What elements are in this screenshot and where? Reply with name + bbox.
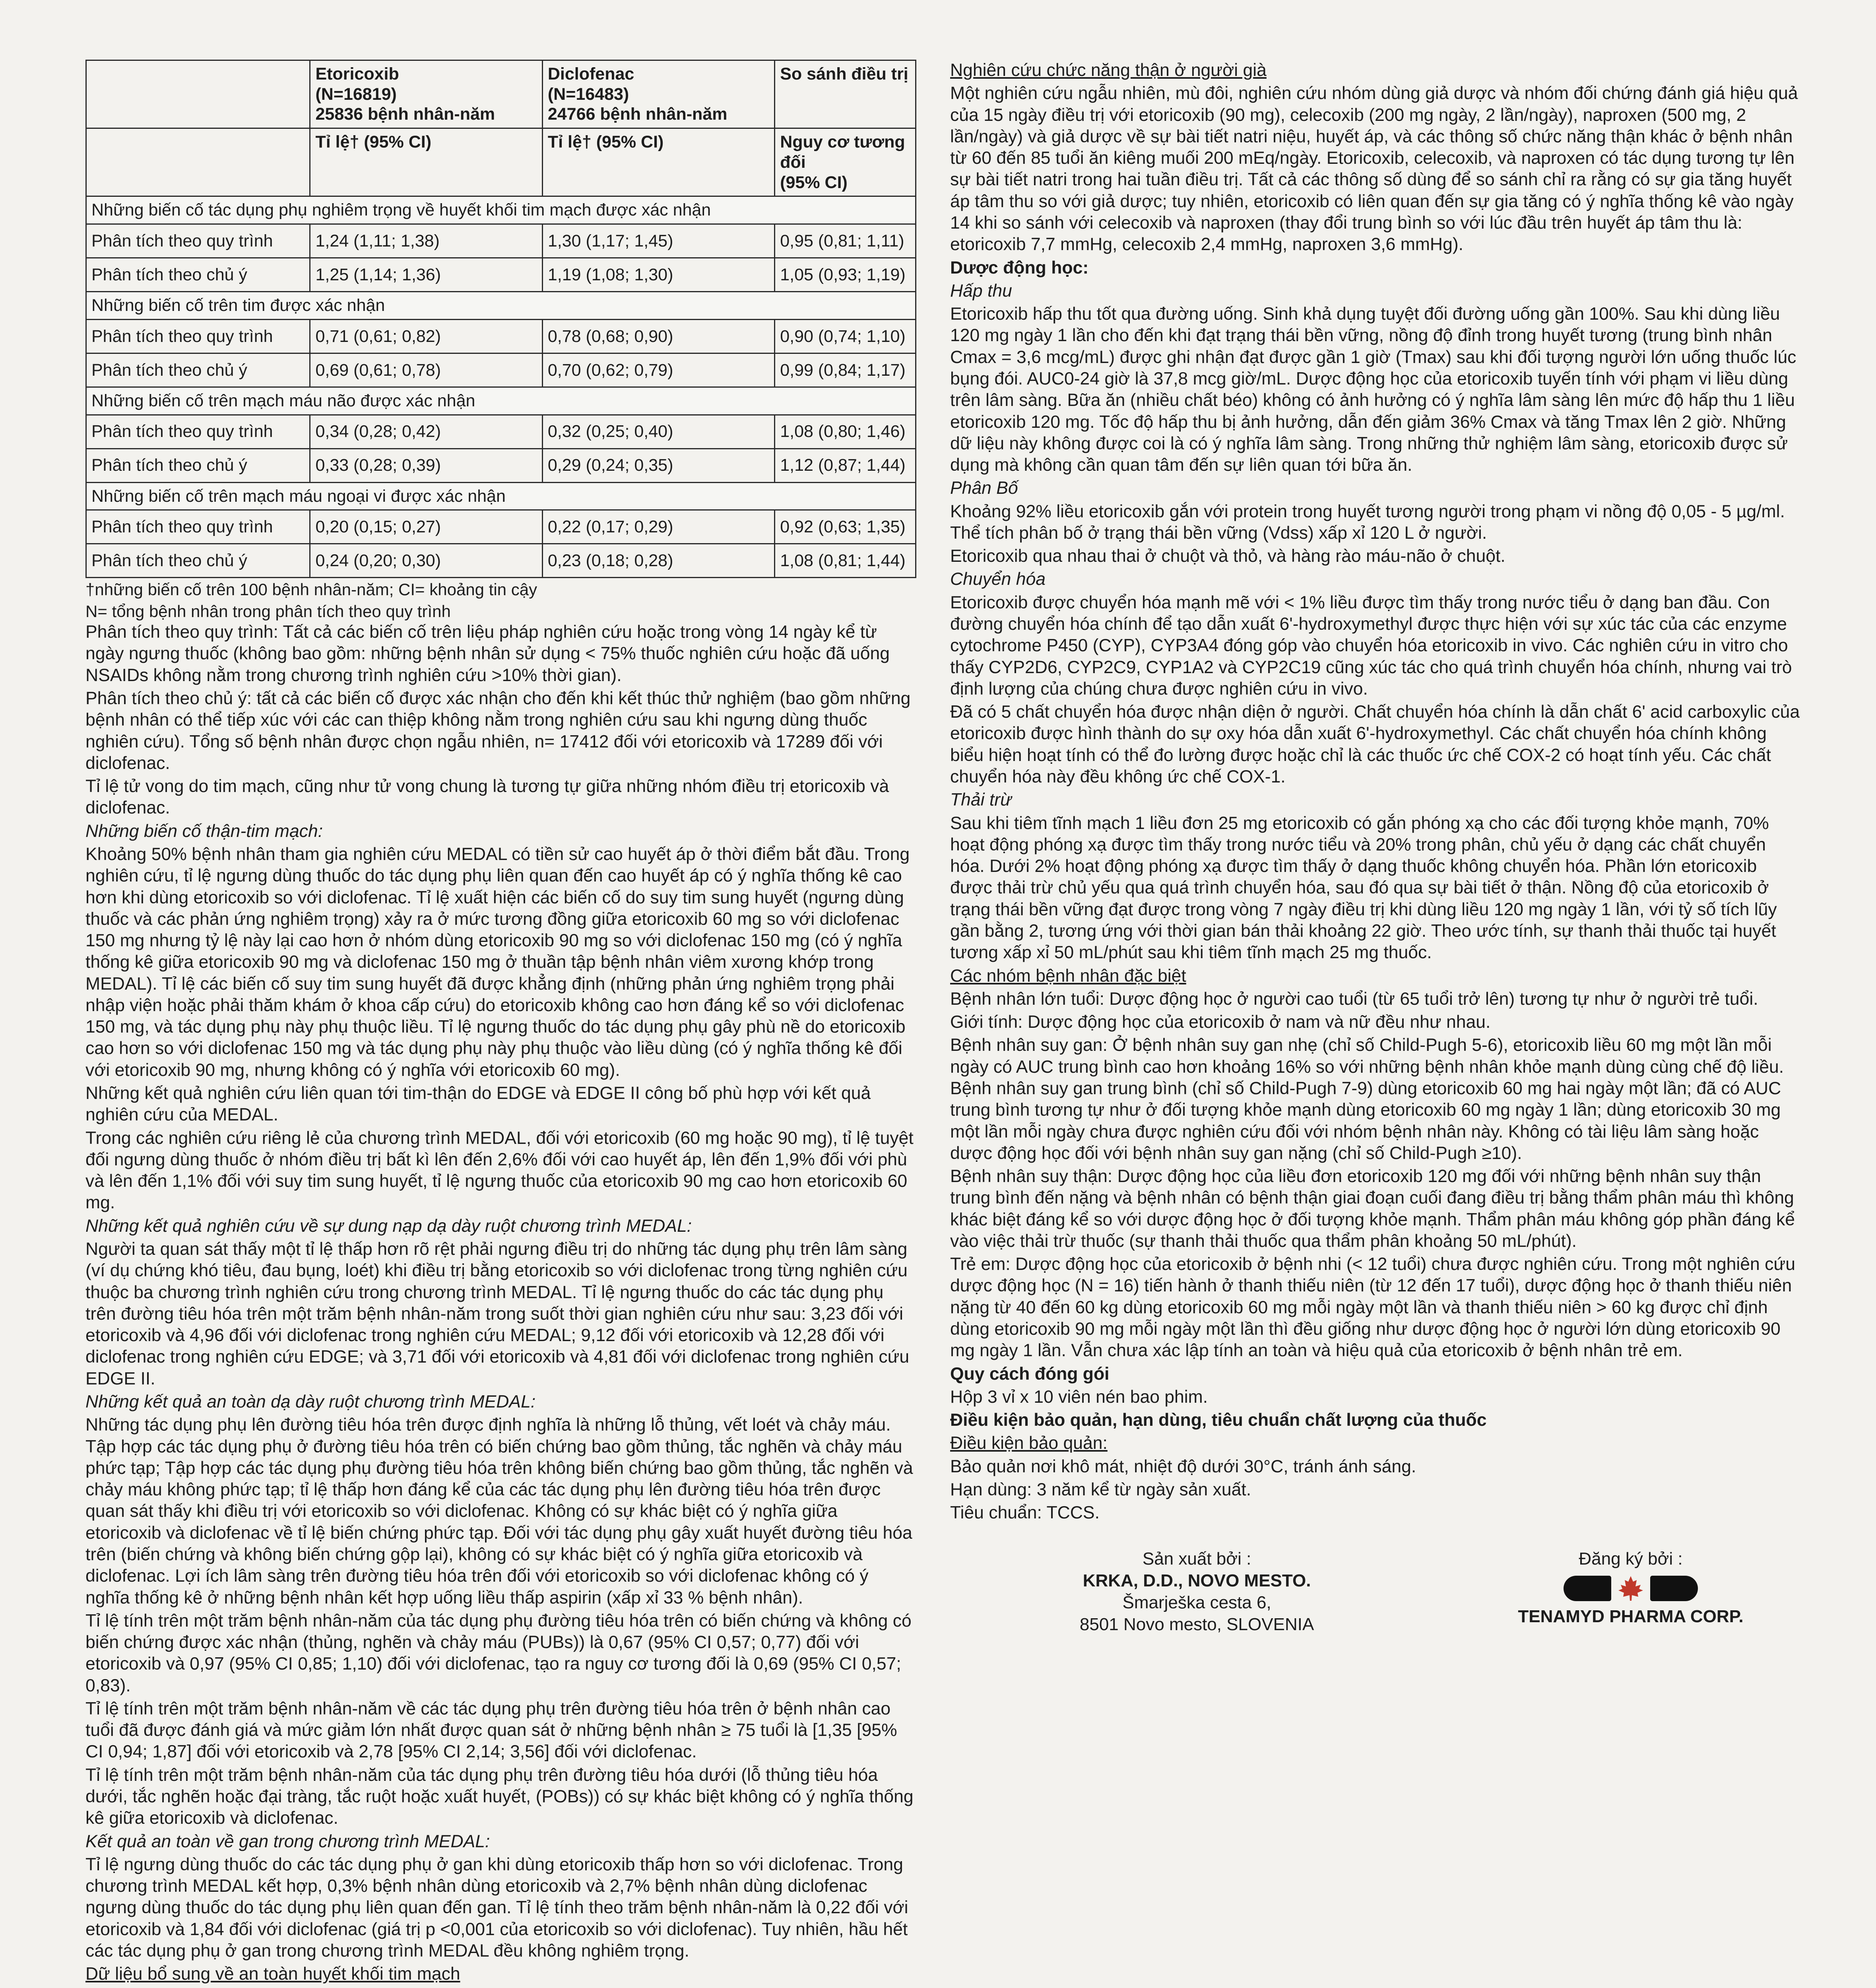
table-data-row <box>86 319 916 353</box>
table-data-row-cell: 1,30 (1,17; 1,45) <box>542 224 774 258</box>
left-paragraph: Tỉ lệ tử vong do tim mạch, cũng như tử vong chung là tương tự giữa những nhóm điều trị etoricoxib và diclofenac. <box>85 777 889 818</box>
left-paragraph: Tỉ lệ tính trên một trăm bệnh nhân-năm của tác dụng phụ đường tiêu hóa trên có biến chứng và không có biến chứng được xác nhận (thủng, nghẽn và chảy máu (PUBs)) là 0,67 (95% CI 0,57; 0,77) đối với etoricoxib và 0,97 (95% CI 0,85; 1,10) đối với diclofenac, tạo ra nguy cơ tương đối là 0,69 (95% CI 0,57; 0,83). <box>85 1611 912 1695</box>
left-paragraph: Người ta quan sát thấy một tỉ lệ thấp hơn rõ rệt phải ngưng điều trị do những tác dụng phụ trên lâm sàng (ví dụ chứng khó tiêu, đau bụng, loét) khi điều trị bằng etoricoxib so với diclofenac trong từng nghiên cứu thuộc ba chương trình nghiên cứu trong chương trình MEDAL. Tỉ lệ ngưng thuốc do các tác dụng phụ trên đường tiêu hóa trên một trăm bệnh nhân-năm trong suốt thời gian nghiên cứu như sau: 3,23 đối với etoricoxib và 4,96 đối với diclofenac trong nghiên cứu MEDAL; 9,12 đối với etoricoxib và 12,28 đối với diclofenac trong nghiên cứu EDGE; và 3,71 đối với etoricoxib và 4,81 đối với diclofenac trong nghiên cứu EDGE II. <box>85 1239 910 1388</box>
table-data-row <box>86 258 916 292</box>
left-paragraph: Những tác dụng phụ lên đường tiêu hóa trên được định nghĩa là những lỗ thủng, vết loét và chảy máu. Tập hợp các tác dụng phụ ở đường tiêu hóa trên có biến chứng bao gồm thủng, tắc nghẽn và chảy máu phức tạp; Tập hợp các tác dụng phụ đường tiêu hóa trên không biến chứng bao gồm thủng, tắc nghẽn và chảy máu không phức tạp; tỉ lệ thấp hơn đáng kể của các tác dụng phụ lên đường tiêu hóa trên được quan sát thấy khi điều trị với etoricoxib so với diclofenac. Không có sự khác biệt có ý nghĩa giữa etoricoxib và diclofenac về tỉ lệ biến chứng phức tạp. Đối với tác dụng phụ gây xuất huyết đường tiêu hóa trên (biến chứng và không biến chứng gộp lại), không có sự khác biệt có ý nghĩa giữa etoricoxib và diclofenac. Lợi ích lâm sàng trên đường tiêu hóa trên đối với etoricoxib so với diclofenac không có ý nghĩa thống kê ở những bệnh nhân kết hợp uống liều thấp aspirin (xấp xỉ 33 % bệnh nhân). <box>85 1415 913 1607</box>
right-paragraph: Thải trừ <box>950 790 1012 810</box>
table-data-row <box>86 544 916 578</box>
left-paragraph: Tỉ lệ tính trên một trăm bệnh nhân-năm của tác dụng phụ trên đường tiêu hóa dưới (lỗ thủng tiêu hóa dưới, tắc nghẽn hoặc đại tràng, tắc ruột hoặc xuất huyết, (POBs)) có sự khác biệt không có ý nghĩa thống kê giữa etoricoxib và diclofenac. <box>85 1765 914 1828</box>
table-data-row-cell: 1,19 (1,08; 1,30) <box>542 258 774 292</box>
table-data-row-cell: 0,70 (0,62; 0,79) <box>542 353 774 387</box>
table-header-row-cell: So sánh điều trị <box>775 60 916 128</box>
table-data-row-cell: Phân tích theo chủ ý <box>86 448 310 482</box>
table-data-row-cell: 1,08 (0,80; 1,46) <box>775 415 916 448</box>
right-paragraph: Hộp 3 vỉ x 10 viên nén bao phim. <box>950 1387 1208 1407</box>
manufacturer-address-2: 8501 Novo mesto, SLOVENIA <box>1079 1614 1314 1634</box>
table-subheader-row-cell <box>86 128 310 196</box>
right-paragraph: Các nhóm bệnh nhân đặc biệt <box>950 966 1186 986</box>
table-header-row-cell: Diclofenac (N=16483) 24766 bệnh nhân-năm <box>542 60 774 128</box>
right-paragraph: Khoảng 92% liều etoricoxib gắn với protein trong huyết tương người trong phạm vi nồng độ 0,05 - 5 µg/ml. Thể tích phân bố ở trạng thái bền vững (Vdss) xấp xỉ 120 L ở người. <box>950 501 1785 543</box>
table-data-row-cell: 0,92 (0,63; 1,35) <box>775 510 916 544</box>
table-data-row <box>86 415 916 448</box>
right-paragraph: Tiêu chuẩn: TCCS. <box>950 1503 1100 1523</box>
left-paragraph: Phân tích theo chủ ý: tất cả các biến cố được xác nhận cho đến khi kết thúc thử nghiệm (bao gồm những bệnh nhân có thể tiếp xúc với các can thiệp không nằm trong nghiên cứu sau khi ngưng dùng thuốc nghiên cứu). Tổng số bệnh nhân được chọn ngẫu nhiên, n= 17412 đối với etoricoxib và 17289 đối với diclofenac. <box>85 688 911 773</box>
logo-right-shape <box>1650 1576 1698 1601</box>
table-data-row-cell: 0,22 (0,17; 0,29) <box>542 510 774 544</box>
table-data-row-cell: 0,90 (0,74; 1,10) <box>775 319 916 353</box>
table-data-row-cell: 0,33 (0,28; 0,39) <box>310 448 542 482</box>
table-section-row <box>86 387 916 415</box>
table-section-row <box>86 482 916 510</box>
table-data-row-cell: 1,08 (0,81; 1,44) <box>775 544 916 578</box>
right-paragraph: Giới tính: Dược động học của etoricoxib ở nam và nữ đều như nhau. <box>950 1012 1491 1032</box>
table-data-row-cell: Phân tích theo quy trình <box>86 319 310 353</box>
left-paragraph: Khoảng 50% bệnh nhân tham gia nghiên cứu MEDAL có tiền sử cao huyết áp ở thời điểm bắt đầu. Trong nghiên cứu, tỉ lệ ngưng dùng thuốc do tác dụng phụ liên quan đến cao huyết áp có ý nghĩa thống kê cao hơn khi dùng etoricoxib so với diclofenac. Tỉ lệ xuất hiện các biến cố do suy tim sung huyết (ngưng dùng thuốc và các phản ứng nghiêm trọng) xảy ra ở mức tương đồng giữa etoricoxib 60 mg so với diclofenac 150 mg nhưng tỷ lệ này lại cao hơn ở nhóm dùng etoricoxib 90 mg so với diclofenac 150 mg (có ý nghĩa thống kê giữa etoricoxib 90 mg và diclofenac 150 mg ở thuần tập bệnh nhân viêm xương khớp trong MEDAL). Tỉ lệ các biến cố suy tim sung huyết đã được khẳng định (những phản ứng nghiêm trọng phải nhập viện hoặc phải thăm khám ở khoa cấp cứu) do etoricoxib không cao hơn đáng kể so với diclofenac 150 mg, và tác dụng phụ này phụ thuộc liều. Tỉ lệ ngưng thuốc do tác dụng phụ gây phù nề do etoricoxib cao hơn so với diclofenac 150 mg và tác dụng phụ này phụ thuộc vào liều dùng (có ý nghĩa thống kê đối với etoricoxib 90 mg, nhưng không có ý nghĩa với etoricoxib 60 mg). <box>85 844 910 1080</box>
table-subheader-row-cell: Tỉ lệ† (95% CI) <box>310 128 542 196</box>
manufacturer-label: Sản xuất bởi : <box>1142 1549 1251 1569</box>
table-data-row-cell: 1,12 (0,87; 1,44) <box>775 448 916 482</box>
table-data-row <box>86 448 916 482</box>
right-paragraph: Trẻ em: Dược động học của etoricoxib ở bệnh nhi (< 12 tuổi) chưa được nghiên cứu. Trong một nghiên cứu dược động học (N = 16) tiến hành ở thanh thiếu niên (từ 12 đến 17 tuổi), dược động học ở thanh thiếu niên nặng từ 40 đến 60 kg dùng etoricoxib 60 mg mỗi ngày một lần và thanh thiếu niên > 60 kg được chỉ định dùng etoricoxib 90 mg mỗi ngày một lần thì đều giống như dược động học ở người lớn dùng etoricoxib 90 mg ngày 1 lần. Vẫn chưa xác lập tính an toàn và hiệu quả của etoricoxib ở bệnh nhân trẻ em. <box>950 1254 1795 1361</box>
table-section-title: Những biến cố trên tim được xác nhận <box>86 292 916 320</box>
table-data-row-cell: 0,71 (0,61; 0,82) <box>310 319 542 353</box>
registrant-name: TENAMYD PHARMA CORP. <box>1518 1606 1744 1626</box>
table-data-row <box>86 510 916 544</box>
results-table <box>85 60 916 578</box>
manufacturer-block <box>950 1548 1443 1635</box>
table-data-row <box>86 353 916 387</box>
left-paragraph: Những kết quả nghiên cứu liên quan tới tim-thận do EDGE và EDGE II công bố phù hợp với kết quả nghiên cứu của MEDAL. <box>85 1083 871 1125</box>
registrant-label: Đăng ký bởi : <box>1579 1549 1683 1569</box>
table-section-title: Những biến cố tác dụng phụ nghiêm trọng về huyết khối tim mạch được xác nhận <box>86 196 916 224</box>
manufacturer-address-1: Šmarješka cesta 6, <box>1122 1592 1271 1612</box>
table-section-row <box>86 196 916 224</box>
table-data-row-cell: Phân tích theo chủ ý <box>86 544 310 578</box>
table-footnote: N= tổng bệnh nhân trong phân tích theo quy trình <box>85 602 451 621</box>
logo-left-shape <box>1564 1576 1611 1601</box>
table-subheader-row-cell: Nguy cơ tương đối (95% CI) <box>775 128 916 196</box>
table-notes <box>85 580 916 621</box>
right-paragraph: Điều kiện bảo quản, hạn dùng, tiêu chuẩn chất lượng của thuốc <box>950 1410 1487 1430</box>
table-data-row <box>86 224 916 258</box>
table-header-row <box>86 60 916 128</box>
left-paragraph: Tỉ lệ ngưng dùng thuốc do các tác dụng phụ ở gan khi dùng etoricoxib thấp hơn so với diclofenac. Trong chương trình MEDAL kết hợp, 0,3% bệnh nhân dùng etoricoxib và 2,7% bệnh nhân dùng diclofenac ngưng dùng thuốc do tác dụng phụ liên quan đến gan. Tỉ lệ tính theo trăm bệnh nhân-năm là 0,22 đối với etoricoxib và 1,84 đối với diclofenac (giá trị p <0,001 của etoricoxib so với diclofenac). Tuy nhiên, hầu hết các tác dụng phụ ở gan trong chương trình MEDAL đều không nghiêm trọng. <box>85 1854 908 1961</box>
right-paragraph: Quy cách đóng gói <box>950 1364 1110 1384</box>
table-data-row-cell: 0,32 (0,25; 0,40) <box>542 415 774 448</box>
table-data-row-cell: Phân tích theo chủ ý <box>86 353 310 387</box>
table-data-row-cell: Phân tích theo chủ ý <box>86 258 310 292</box>
table-data-row-cell: 0,29 (0,24; 0,35) <box>542 448 774 482</box>
table-section-title: Những biến cố trên mạch máu ngoại vi được xác nhận <box>86 482 916 510</box>
left-paragraph: Dữ liệu bổ sung về an toàn huyết khối tim mạch <box>85 1964 460 1984</box>
table-data-row-cell: 0,23 (0,18; 0,28) <box>542 544 774 578</box>
right-text-body <box>950 60 1801 1524</box>
right-paragraph: Sau khi tiêm tĩnh mạch 1 liều đơn 25 mg etoricoxib có gắn phóng xạ cho các đối tượng khỏe mạnh, 70% hoạt động phóng xạ được tìm thấy trong nước tiểu và 20% trong phân, chủ yếu ở dạng các chất chuyển hóa. Dưới 2% hoạt động phóng xạ được tìm thấy ở dạng thuốc không chuyển hóa. Phần lớn etoricoxib được thải trừ chủ yếu qua quá trình chuyển hóa, sau đó qua sự bài tiết ở thận. Nồng độ của etoricoxib ở trạng thái bền vững đạt được trong vòng 7 ngày điều trị khi dùng liều 120 mg ngày 1 lần, với tỷ số tích lũy gần bằng 2, tương ứng với thời gian bán thải khoảng 22 giờ. Theo ước tính, sự thanh thải thuốc tại huyết tương xấp xỉ 50 mL/phút sau khi tiêm tĩnh mạch 25 mg thuốc. <box>950 813 1777 963</box>
right-paragraph: Hấp thu <box>950 281 1012 301</box>
right-paragraph: Bệnh nhân lớn tuổi: Dược động học ở người cao tuổi (từ 65 tuổi trở lên) tương tự như ở người trẻ tuổi. <box>950 989 1758 1009</box>
right-paragraph: Nghiên cứu chức năng thận ở người già <box>950 60 1267 80</box>
right-paragraph: Chuyển hóa <box>950 569 1046 589</box>
right-paragraph: Etoricoxib hấp thu tốt qua đường uống. Sinh khả dụng tuyệt đối đường uống gần 100%. Sau khi dùng liều 120 mg ngày 1 lần cho đến khi đạt trạng thái bền vững, nồng độ đỉnh trong huyết tương (trung bình nhân Cmax = 3,6 mcg/mL) được ghi nhận đạt được gần 1 giờ (Tmax) sau khi đối tượng người lớn uống thuốc lúc bụng đói. AUC0-24 giờ là 37,8 mcg giờ/mL. Dược động học của etoricoxib tuyến tính với phạm vi liều dùng trên lâm sàng. Bữa ăn (nhiều chất béo) không có ảnh hưởng có ý nghĩa lâm sàng lên mức độ hấp thu 1 liều etoricoxib 120 mg. Tốc độ hấp thu bị ảnh hưởng, dẫn đến giảm 36% Cmax và tăng Tmax lên 2 giờ. Những dữ liệu này không được coi là có ý nghĩa lâm sàng. Trong những thử nghiệm lâm sàng, etoricoxib được sử dụng mà không cần quan tâm đến sự liên quan tới bữa ăn. <box>950 304 1796 475</box>
left-paragraph: Những biến cố thận-tim mạch: <box>85 821 323 841</box>
left-paragraph: Phân tích theo quy trình: Tất cả các biến cố trên liệu pháp nghiên cứu hoặc trong vòng 14 ngày kể từ ngày ngưng thuốc (không bao gồm: những bệnh nhân sử dụng < 75% thuốc nghiên cứu hoặc đã uống NSAIDs không nằm trong chương trình nghiên cứu >10% thời gian). <box>85 622 890 685</box>
table-data-row-cell: 0,34 (0,28; 0,42) <box>310 415 542 448</box>
table-data-row-cell: 0,24 (0,20; 0,30) <box>310 544 542 578</box>
left-paragraph: Những kết quả nghiên cứu về sự dung nạp dạ dày ruột chương trình MEDAL: <box>85 1216 692 1236</box>
table-data-row-cell: 1,25 (1,14; 1,36) <box>310 258 542 292</box>
left-paragraph: Tỉ lệ tính trên một trăm bệnh nhân-năm về các tác dụng phụ trên đường tiêu hóa trên ở bệnh nhân cao tuổi đã được đánh giá và mức giảm lớn nhất được quan sát ở những bệnh nhân ≥ 75 tuổi là [1,35 [95% CI 0,94; 1,87] đối với etoricoxib và 2,78 [95% CI 2,14; 3,56] đối với diclofenac. <box>85 1699 897 1762</box>
table-header-row-cell <box>86 60 310 128</box>
right-paragraph: Hạn dùng: 3 năm kể từ ngày sản xuất. <box>950 1480 1251 1499</box>
table-subheader-row <box>86 128 916 196</box>
tenamyd-logo <box>1461 1574 1801 1602</box>
right-paragraph: Bảo quản nơi khô mát, nhiệt độ dưới 30°C, tránh ánh sáng. <box>950 1456 1416 1476</box>
right-paragraph: Bệnh nhân suy thận: Dược động học của liều đơn etoricoxib 120 mg đối với những bệnh nhân suy thận trung bình đến nặng và bệnh nhân có bệnh thận giai đoạn cuối đang điều trị bằng thẩm phân máu thì không khác biệt đáng kể so với dược động học ở đối tượng khỏe mạnh. Thẩm phân máu không góp phần đáng kể vào việc thải trừ thuốc (sự thanh thải thuốc qua thẩm phân khoảng 50 mL/phút). <box>950 1167 1795 1251</box>
table-data-row-cell: Phân tích theo quy trình <box>86 415 310 448</box>
right-paragraph: Phân Bố <box>950 478 1018 498</box>
table-data-row-cell: 0,69 (0,61; 0,78) <box>310 353 542 387</box>
left-text-body <box>85 621 916 1988</box>
left-paragraph <box>85 1987 916 1988</box>
table-data-row-cell: 0,20 (0,15; 0,27) <box>310 510 542 544</box>
right-column <box>950 60 1801 1635</box>
registrant-block <box>1461 1548 1801 1635</box>
left-paragraph: Kết quả an toàn về gan trong chương trình MEDAL: <box>85 1831 490 1851</box>
table-section-title: Những biến cố trên mạch máu não được xác nhận <box>86 387 916 415</box>
table-subheader-row-cell: Tỉ lệ† (95% CI) <box>542 128 774 196</box>
table-data-row-cell: 0,99 (0,84; 1,17) <box>775 353 916 387</box>
table-section-row <box>86 292 916 320</box>
right-paragraph: Etoricoxib được chuyển hóa mạnh mẽ với < 1% liều được tìm thấy trong nước tiểu ở dạng ban đầu. Con đường chuyển hóa chính để tạo dẫn xuất 6'-hydroxymethyl được thực hiện với sự xúc tác của các enzyme cytochrome P450 (CYP), CYP3A4 đóng góp vào chuyển hóa etoricoxib in vivo. Các nghiên cứu in vitro cho thấy CYP2D6, CYP2C9, CYP1A2 và CYP2C19 cũng xúc tác cho quá trình chuyển hóa chính, nhưng vai trò định lượng của chúng chưa được nghiên cứu in vivo. <box>950 592 1792 699</box>
table-data-row-cell: Phân tích theo quy trình <box>86 224 310 258</box>
right-paragraph: Một nghiên cứu ngẫu nhiên, mù đôi, nghiên cứu nhóm dùng giả dược và nhóm đối chứng đánh giá hiệu quả của 15 ngày điều trị với etoricoxib (90 mg), celecoxib (200 mg ngày, 2 lần/ngày), naproxen (500 mg, 2 lần/ngày) và giả dược về sự bài tiết natri niệu, huyết áp, và các thông số chức năng thận khác ở bệnh nhân từ 60 đến 85 tuổi ăn kiêng muối 200 mEq/ngày. Etoricoxib, celecoxib, và naproxen có tác dụng tương tự lên sự bài tiết natri trong hai tuần điều trị. Tất cả các thông số dùng để so sánh chỉ ra rằng có sự gia tăng huyết áp tâm thu so với giả dược; tuy nhiên, etoricoxib có liên quan đến sự gia tăng có ý nghĩa thống kê vào ngày 14 khi so sánh với celecoxib và naproxen (thay đổi trung bình so với lúc đầu trên huyết áp tâm thu là: etoricoxib 7,7 mmHg, celecoxib 2,4 mmHg, naproxen 3,6 mmHg). <box>950 83 1798 254</box>
table-footnote: †những biến cố trên 100 bệnh nhân-năm; CI= khoảng tin cậy <box>85 580 537 599</box>
table-data-row-cell: 0,95 (0,81; 1,11) <box>775 224 916 258</box>
table-data-row-cell: Phân tích theo quy trình <box>86 510 310 544</box>
right-paragraph: Dược động học: <box>950 258 1089 278</box>
table-data-row-cell: 1,24 (1,11; 1,38) <box>310 224 542 258</box>
right-paragraph: Bệnh nhân suy gan: Ở bệnh nhân suy gan nhẹ (chỉ số Child-Pugh 5-6), etoricoxib liều 60 mg một lần mỗi ngày có AUC trung bình cao hơn khoảng 16% so với những bệnh nhân khỏe mạnh dùng cùng chế độ liều. Bệnh nhân suy gan trung bình (chỉ số Child-Pugh 7-9) dùng etoricoxib 60 mg hai ngày một lần; đã có AUC trung bình tương tự như ở đối tượng khỏe mạnh dùng etoricoxib 60 mg ngày 1 lần; dùng etoricoxib 30 mg một lần mỗi ngày chưa được nghiên cứu đối với nhóm bệnh nhân này. Không có tài liệu lâm sàng hoặc dược động học đối với bệnh nhân suy gan nặng (chỉ số Child-Pugh ≥10). <box>950 1035 1784 1163</box>
right-paragraph: Đã có 5 chất chuyển hóa được nhận diện ở người. Chất chuyển hóa chính là dẫn chất 6' acid carboxylic của etoricoxib được hình thành do sự oxy hóa dẫn xuất 6'-hydroxymethyl. Các chất chuyển hóa chính không biểu hiện hoạt tính có thể đo lường được hoặc chỉ là các thuốc ức chế COX-2 có hoạt tính yếu. Các chất chuyển hóa này đều không ức chế COX-1. <box>950 702 1800 786</box>
table-data-row-cell: 0,78 (0,68; 0,90) <box>542 319 774 353</box>
left-paragraph: Những kết quả an toàn dạ dày ruột chương trình MEDAL: <box>85 1392 536 1411</box>
left-paragraph: Trong các nghiên cứu riêng lẻ của chương trình MEDAL, đối với etoricoxib (60 mg hoặc 90 mg), tỉ lệ tuyệt đối ngưng dùng thuốc ở nhóm điều trị bất kì lên đến 2,6% đối với cao huyết áp, lên đến 1,9% đối với phù và lên đến 1,1% đối với suy tim sung huyết, tỉ lệ ngưng thuốc của etoricoxib 90 mg cao hơn etoricoxib 60 mg. <box>85 1128 914 1213</box>
left-column <box>85 60 916 1988</box>
right-paragraph: Etoricoxib qua nhau thai ở chuột và thỏ, và hàng rào máu-não ở chuột. <box>950 546 1505 566</box>
table-data-row-cell: 1,05 (0,93; 1,19) <box>775 258 916 292</box>
maple-leaf-icon <box>1617 1574 1645 1602</box>
table-header-row-cell: Etoricoxib (N=16819) 25836 bệnh nhân-năm <box>310 60 542 128</box>
right-paragraph: Điều kiện bảo quản: <box>950 1433 1108 1453</box>
manufacturer-name: KRKA, D.D., NOVO MESTO. <box>1083 1571 1311 1590</box>
producer-block <box>950 1548 1801 1635</box>
